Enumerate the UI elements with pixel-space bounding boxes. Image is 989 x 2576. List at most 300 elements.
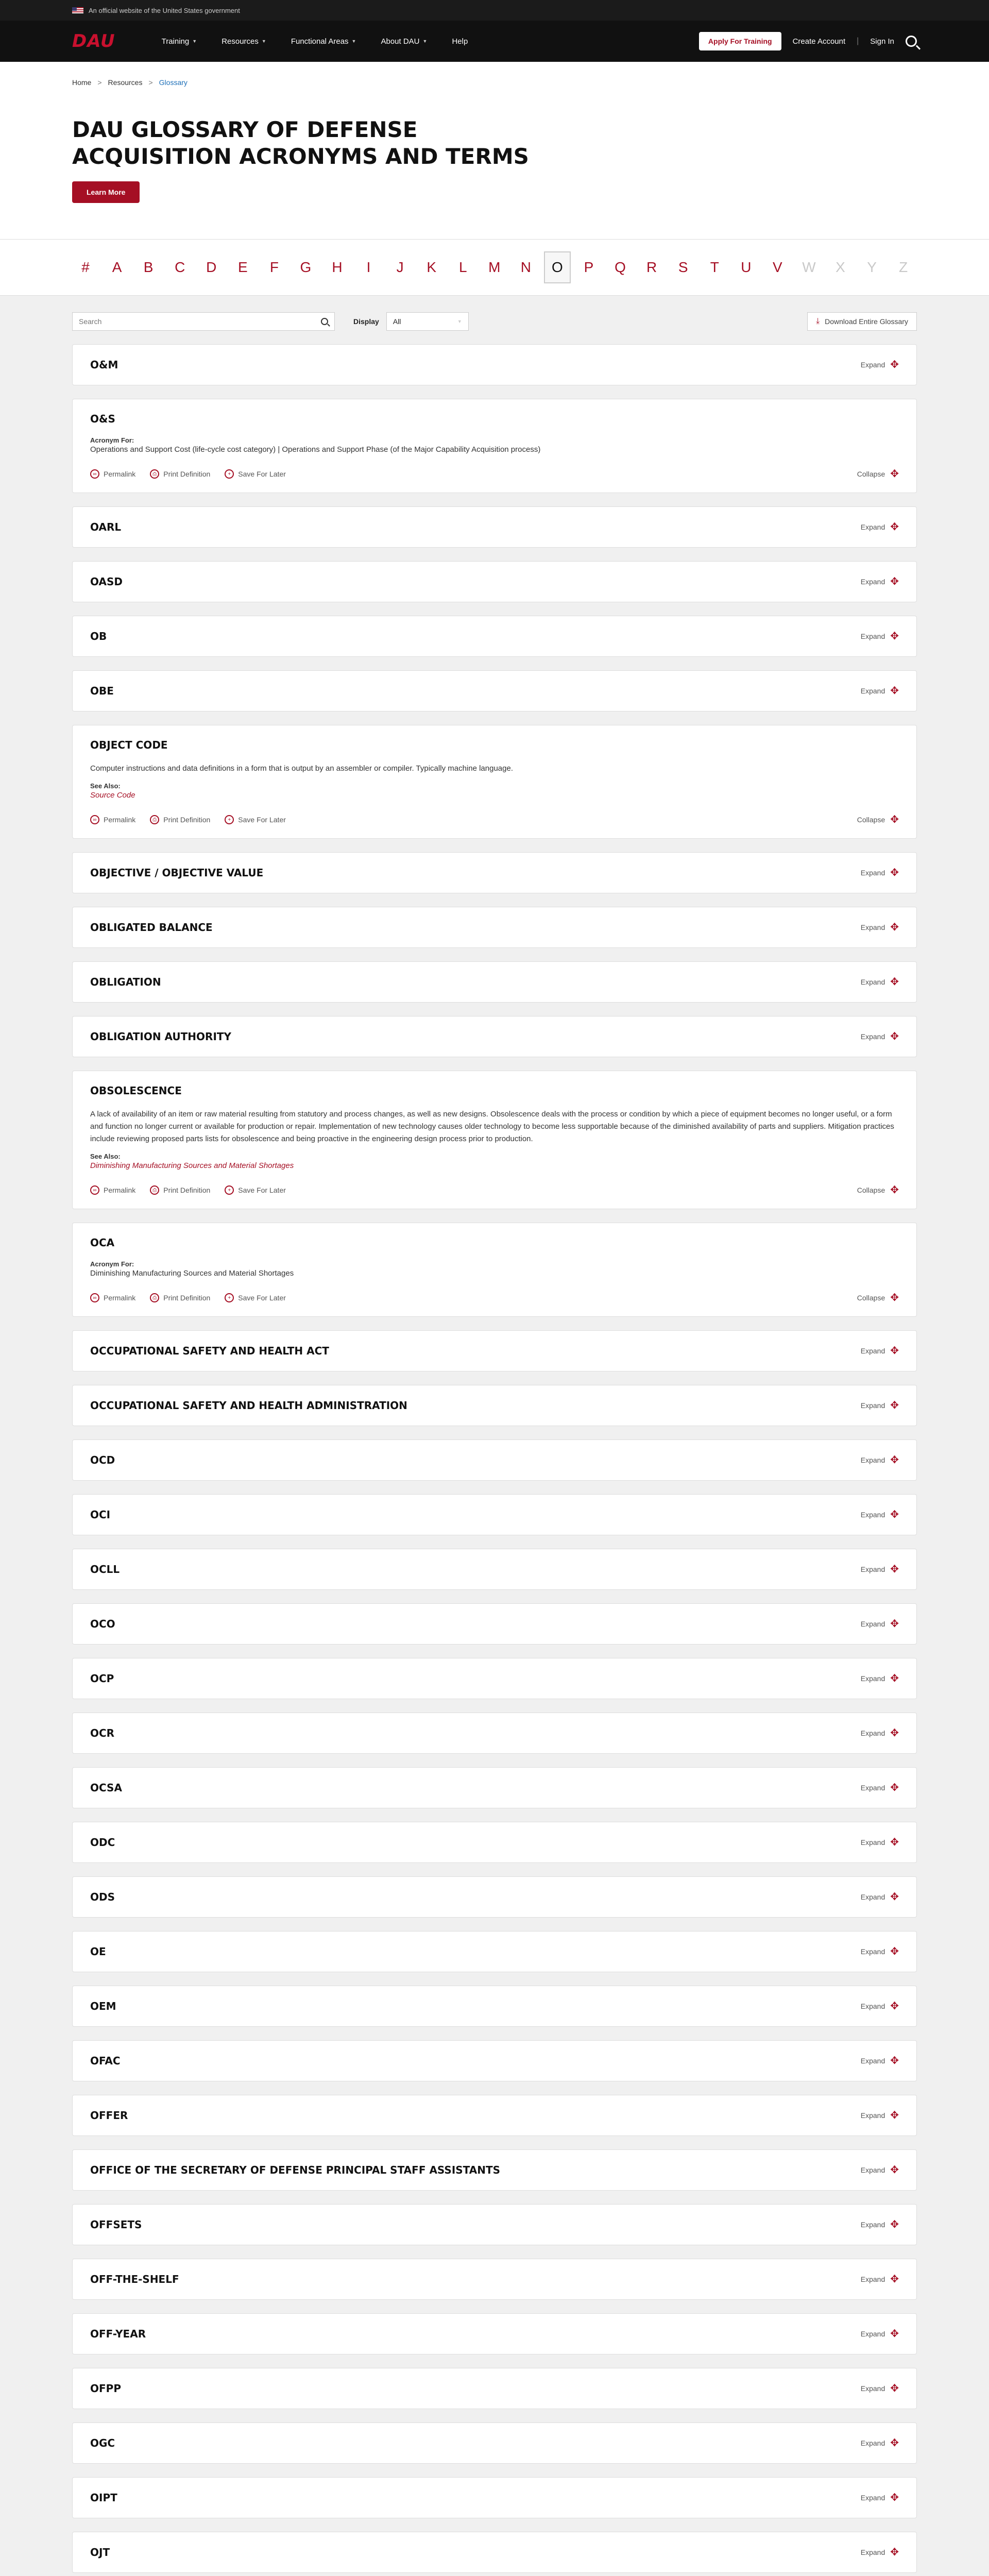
display-select[interactable] <box>386 312 469 331</box>
expand-toggle[interactable] <box>861 1837 899 1848</box>
alpha-letter-numeric[interactable]: # <box>81 259 90 275</box>
save-for-later-label: Save For Later <box>238 470 286 478</box>
entry-actions <box>90 1185 899 1195</box>
print-icon: ⎙ <box>150 1293 159 1302</box>
breadcrumb-item-resources[interactable]: Resources <box>108 78 143 87</box>
expand-icon: ✥ <box>890 2383 899 2394</box>
display-label: Display <box>353 317 379 326</box>
expand-icon: ✥ <box>890 1400 899 1411</box>
breadcrumb-item-glossary: Glossary <box>159 78 187 87</box>
nav-item-resources[interactable] <box>221 37 266 46</box>
entry-term: OJT <box>90 2546 110 2558</box>
entry-term: OARL <box>90 521 122 533</box>
permalink-label: Permalink <box>104 1186 136 1194</box>
expand-label: Expand <box>860 1674 885 1683</box>
entry-term: OCCUPATIONAL SAFETY AND HEALTH ACT <box>90 1345 329 1357</box>
entry-term: OFFICE OF THE SECRETARY OF DEFENSE PRINCIPAL STAFF ASSISTANTS <box>90 2164 501 2176</box>
expand-toggle[interactable] <box>861 577 899 587</box>
acronym-expansion: Operations and Support Cost (life-cycle cost category) | Operations and Support Phase (of the Major Capability Acquisition process) <box>90 445 541 454</box>
expand-label: Expand <box>860 632 885 640</box>
expand-label: Expand <box>860 578 885 586</box>
collapse-label: Collapse <box>857 470 885 478</box>
glossary-entry[interactable] <box>72 2422 917 2464</box>
nav-divider: | <box>857 37 859 45</box>
expand-label: Expand <box>860 2166 885 2174</box>
nav-item-about-dau[interactable] <box>381 37 427 46</box>
glossary-entry[interactable] <box>72 1603 917 1645</box>
expand-toggle[interactable] <box>861 1455 899 1465</box>
link-icon: ∞ <box>90 469 99 479</box>
acronym-for-label: Acronym For: <box>90 436 134 444</box>
nav-item-label: Resources <box>221 37 259 46</box>
apply-for-training-button[interactable]: Apply For Training <box>699 32 781 50</box>
nav-menu <box>162 37 699 46</box>
create-account-link[interactable]: Create Account <box>792 37 846 46</box>
glossary-entry[interactable] <box>72 1549 917 1590</box>
expand-icon: ✥ <box>890 2001 899 2012</box>
glossary-entry[interactable] <box>72 1330 917 1371</box>
glossary-entry[interactable] <box>72 2477 917 2518</box>
expand-icon: ✥ <box>890 2547 899 2558</box>
expand-toggle[interactable] <box>861 2438 899 2448</box>
expand-toggle[interactable] <box>861 868 899 878</box>
permalink-button[interactable] <box>90 815 135 824</box>
alpha-letter-d[interactable]: D <box>206 259 217 275</box>
acronym-for-label: Acronym For: <box>90 1260 134 1268</box>
search-icon[interactable] <box>321 318 328 325</box>
expand-icon: ✥ <box>890 521 899 533</box>
glossary-entry[interactable] <box>72 2259 917 2300</box>
gov-banner-text: An official website of the United States government <box>89 6 240 14</box>
glossary-entry[interactable] <box>72 616 917 657</box>
expand-icon: ✥ <box>890 1031 899 1042</box>
entry-term: OASD <box>90 575 123 588</box>
expand-toggle[interactable] <box>861 2165 899 2175</box>
glossary-entry[interactable] <box>72 2149 917 2191</box>
permalink-button[interactable] <box>90 1293 135 1302</box>
expand-label: Expand <box>860 1729 885 1737</box>
expand-toggle[interactable] <box>861 1400 899 1411</box>
display-value: All <box>393 317 401 326</box>
alpha-letter-r[interactable]: R <box>646 259 657 275</box>
expand-toggle[interactable] <box>861 522 899 532</box>
chevron-down-icon: ▼ <box>422 39 428 44</box>
expand-icon: ✥ <box>890 1564 899 1575</box>
expand-label: Expand <box>860 523 885 531</box>
expand-icon: ✥ <box>890 922 899 933</box>
search-icon[interactable] <box>906 36 917 47</box>
glossary-entry[interactable] <box>72 1016 917 1057</box>
entry-term: OE <box>90 1945 106 1958</box>
expand-toggle[interactable] <box>861 1892 899 1902</box>
entry-term: OCCUPATIONAL SAFETY AND HEALTH ADMINISTRATION <box>90 1399 407 1412</box>
expand-icon: ✥ <box>890 2164 899 2176</box>
glossary-entry[interactable] <box>72 561 917 602</box>
glossary-entry-expanded <box>72 1071 917 1209</box>
acronym-expansion: Diminishing Manufacturing Sources and Material Shortages <box>90 1269 294 1278</box>
breadcrumb-separator: > <box>148 78 153 87</box>
link-icon: ∞ <box>90 1293 99 1302</box>
chevron-down-icon: ▼ <box>192 39 197 44</box>
entry-term: ODS <box>90 1891 115 1903</box>
glossary-entry[interactable] <box>72 1767 917 1808</box>
glossary-entry[interactable] <box>72 1494 917 1535</box>
alpha-letter-f[interactable]: F <box>269 259 279 275</box>
expand-icon: ✥ <box>890 2437 899 2449</box>
print-definition-label: Print Definition <box>163 470 211 478</box>
entry-actions <box>90 1293 899 1303</box>
entry-definition: A lack of availability of an item or raw material resulting from statutory and process changes, as well as new designs. Obsolescence deals with the process or condition by which a piece of equipment becomes no longer useful, or a form and function no longer current or available for production or repair. Implementation of new technology causes older technology to become less supportable because of the diminished availability of parts and suppliers. Mitigation practices include reviewing proposed parts lists for obsolescence and being proactive in the engineering design process prior to production. <box>90 1110 894 1143</box>
nav-item-label: Training <box>161 37 190 46</box>
collapse-label: Collapse <box>857 816 885 824</box>
expand-icon: ✥ <box>890 2328 899 2340</box>
expand-label: Expand <box>860 1784 885 1792</box>
glossary-entry[interactable] <box>72 506 917 548</box>
see-also-link[interactable]: Source Code <box>90 791 135 800</box>
glossary-entry[interactable] <box>72 1986 917 2027</box>
expand-toggle[interactable] <box>861 1946 899 1957</box>
permalink-label: Permalink <box>104 816 136 824</box>
expand-icon: ✥ <box>890 1891 899 1903</box>
entry-term: OB <box>90 630 107 642</box>
glossary-entry[interactable] <box>72 2095 917 2136</box>
expand-label: Expand <box>860 1565 885 1573</box>
alpha-letter-c[interactable]: C <box>175 259 185 275</box>
alpha-letter-m[interactable]: M <box>488 259 501 275</box>
expand-toggle[interactable] <box>861 1346 899 1356</box>
expand-label: Expand <box>860 687 885 695</box>
expand-label: Expand <box>860 2384 885 2393</box>
alpha-letter-h[interactable]: H <box>332 259 343 275</box>
expand-label: Expand <box>860 1947 885 1956</box>
save-for-later-label: Save For Later <box>238 816 286 824</box>
print-definition-button[interactable] <box>150 1185 210 1195</box>
entry-actions <box>90 469 899 479</box>
expand-icon: ✥ <box>890 1946 899 1957</box>
nav-item-label: About DAU <box>381 37 420 46</box>
expand-toggle[interactable] <box>861 2547 899 2557</box>
entry-term: ODC <box>90 1836 115 1849</box>
dau-logo[interactable]: DAU <box>72 31 115 52</box>
expand-icon: ✥ <box>890 2492 899 2503</box>
page-title: DAU GLOSSARY OF DEFENSE ACQUISITION ACRONYMS AND TERMS <box>72 117 529 169</box>
glossary-entry[interactable] <box>72 2040 917 2081</box>
sign-in-link[interactable]: Sign In <box>870 37 894 46</box>
alpha-letter-q[interactable]: Q <box>615 259 626 275</box>
print-definition-button[interactable] <box>150 469 210 479</box>
expand-label: Expand <box>860 2330 885 2338</box>
search-input[interactable] <box>79 317 321 326</box>
alpha-letter-u[interactable]: U <box>741 259 752 275</box>
nav-item-label: Help <box>452 37 468 46</box>
chevron-down-icon: ▼ <box>457 319 462 324</box>
glossary-entry-expanded <box>72 725 917 839</box>
alpha-letter-w: W <box>802 259 816 275</box>
entry-term: OBSOLESCENCE <box>90 1084 182 1097</box>
alphabet-filter <box>0 239 989 296</box>
expand-label: Expand <box>860 1511 885 1519</box>
expand-toggle[interactable] <box>861 2274 899 2284</box>
entry-term: OFFSETS <box>90 2218 142 2231</box>
permalink-label: Permalink <box>104 470 136 478</box>
glossary-entry[interactable] <box>72 1931 917 1972</box>
glossary-entry[interactable] <box>72 670 917 711</box>
expand-label: Expand <box>860 2548 885 2556</box>
expand-icon: ✥ <box>890 631 899 642</box>
glossary-entry[interactable] <box>72 1876 917 1918</box>
alpha-letter-l[interactable]: L <box>458 259 467 275</box>
see-also-link[interactable]: Diminishing Manufacturing Sources and Material Shortages <box>90 1161 294 1170</box>
nav-item-help[interactable] <box>452 37 468 46</box>
alpha-letter-k[interactable]: K <box>427 259 437 275</box>
nav-actions <box>699 32 917 50</box>
entry-term: OEM <box>90 2000 116 2012</box>
permalink-label: Permalink <box>104 1294 136 1302</box>
expand-toggle[interactable] <box>861 1619 899 1629</box>
expand-toggle[interactable] <box>861 1673 899 1684</box>
chevron-down-icon: ▼ <box>261 39 266 44</box>
bookmark-icon: + <box>225 1293 234 1302</box>
alpha-letter-j[interactable]: J <box>396 259 404 275</box>
expand-icon: ✥ <box>890 2219 899 2230</box>
save-for-later-label: Save For Later <box>238 1294 286 1302</box>
entry-term: OBE <box>90 685 114 697</box>
entry-term: OBLIGATED BALANCE <box>90 921 213 934</box>
expand-toggle[interactable] <box>861 2056 899 2066</box>
download-icon: ⤓ <box>816 317 820 326</box>
alpha-letter-g[interactable]: G <box>300 259 312 275</box>
print-definition-button[interactable] <box>150 1293 210 1302</box>
glossary-entry-expanded <box>72 399 917 493</box>
expand-label: Expand <box>860 923 885 931</box>
expand-toggle[interactable] <box>861 1031 899 1042</box>
link-icon: ∞ <box>90 815 99 824</box>
see-also-label: See Also: <box>90 782 121 790</box>
entry-term: OBJECT CODE <box>90 739 168 751</box>
entry-term: OIPT <box>90 2492 117 2504</box>
expand-label: Expand <box>860 1401 885 1410</box>
download-glossary-button[interactable] <box>807 312 917 331</box>
collapse-label: Collapse <box>857 1294 885 1302</box>
expand-icon: ✥ <box>890 1509 899 1520</box>
expand-toggle[interactable] <box>861 1783 899 1793</box>
glossary-entry[interactable] <box>72 2368 917 2409</box>
expand-toggle[interactable] <box>861 977 899 987</box>
expand-icon: ✥ <box>890 359 899 370</box>
alpha-letter-y: Y <box>867 259 877 275</box>
collapse-toggle[interactable] <box>857 815 899 825</box>
expand-label: Expand <box>860 1620 885 1628</box>
bookmark-icon: + <box>225 1185 234 1195</box>
alpha-letter-v[interactable]: V <box>773 259 782 275</box>
expand-icon: ✥ <box>890 2110 899 2121</box>
entry-term: OFPP <box>90 2382 121 2395</box>
entry-term: OCI <box>90 1509 111 1521</box>
glossary-toolbar <box>72 312 917 331</box>
expand-label: Expand <box>860 2221 885 2229</box>
expand-icon: ✥ <box>890 867 899 878</box>
expand-label: Expand <box>860 2057 885 2065</box>
glossary-entry[interactable] <box>72 961 917 1003</box>
save-for-later-button[interactable] <box>225 469 286 479</box>
main-navbar <box>0 21 989 62</box>
glossary-entry[interactable] <box>72 2313 917 2354</box>
breadcrumb <box>72 62 917 87</box>
bookmark-icon: + <box>225 469 234 479</box>
entry-term: OFF-YEAR <box>90 2328 146 2340</box>
entry-term: O&M <box>90 359 118 371</box>
entry-term: OFFER <box>90 2109 128 2122</box>
print-icon: ⎙ <box>150 469 159 479</box>
download-label: Download Entire Glossary <box>825 317 908 326</box>
glossary-content <box>0 312 989 2576</box>
glossary-entry[interactable] <box>72 344 917 385</box>
expand-icon: ✥ <box>890 1782 899 1793</box>
save-for-later-button[interactable] <box>225 815 286 824</box>
expand-toggle[interactable] <box>861 1728 899 1738</box>
expand-toggle[interactable] <box>861 2001 899 2011</box>
glossary-entry[interactable] <box>72 907 917 948</box>
learn-more-button[interactable]: Learn More <box>72 181 140 203</box>
see-also-label: See Also: <box>90 1153 121 1160</box>
entry-term: OBLIGATION <box>90 976 161 988</box>
alpha-letter-x: X <box>835 259 845 275</box>
expand-label: Expand <box>860 1893 885 1901</box>
expand-icon: ✥ <box>890 2055 899 2066</box>
entry-actions <box>90 815 899 825</box>
expand-toggle[interactable] <box>861 686 899 696</box>
expand-toggle[interactable] <box>861 2383 899 2394</box>
expand-label: Expand <box>860 2002 885 2010</box>
expand-icon: ✥ <box>890 1727 899 1739</box>
expand-label: Expand <box>860 1456 885 1464</box>
expand-icon: ✥ <box>890 976 899 988</box>
collapse-icon: ✥ <box>890 468 899 480</box>
entry-term: OCR <box>90 1727 115 1739</box>
save-for-later-button[interactable] <box>225 1293 286 1302</box>
print-definition-label: Print Definition <box>163 816 211 824</box>
expand-label: Expand <box>860 978 885 986</box>
search-field[interactable] <box>72 312 335 331</box>
glossary-entry[interactable] <box>72 1822 917 1863</box>
entry-term: OCO <box>90 1618 115 1630</box>
entry-term: OCLL <box>90 1563 120 1575</box>
glossary-entry[interactable] <box>72 1439 917 1481</box>
permalink-button[interactable] <box>90 469 135 479</box>
print-definition-button[interactable] <box>150 815 210 824</box>
expand-toggle[interactable] <box>861 922 899 933</box>
glossary-entry-expanded <box>72 1223 917 1317</box>
alpha-letter-i[interactable]: I <box>366 259 371 275</box>
expand-icon: ✥ <box>890 2274 899 2285</box>
alpha-letter-e[interactable]: E <box>237 259 248 275</box>
alpha-letter-n[interactable]: N <box>520 259 531 275</box>
permalink-button[interactable] <box>90 1185 135 1195</box>
glossary-entry[interactable] <box>72 2204 917 2245</box>
collapse-icon: ✥ <box>890 814 899 825</box>
collapse-toggle[interactable] <box>857 469 899 479</box>
expand-icon: ✥ <box>890 1837 899 1848</box>
expand-icon: ✥ <box>890 1454 899 1466</box>
save-for-later-button[interactable] <box>225 1185 286 1195</box>
expand-toggle[interactable] <box>861 631 899 641</box>
glossary-entries <box>72 344 917 2576</box>
alpha-letter-s[interactable]: S <box>678 259 688 275</box>
entry-term: OFAC <box>90 2055 121 2067</box>
entry-term: OBLIGATION AUTHORITY <box>90 1030 232 1043</box>
expand-icon: ✥ <box>890 576 899 587</box>
entry-term: OBJECTIVE / OBJECTIVE VALUE <box>90 867 264 879</box>
expand-label: Expand <box>860 1347 885 1355</box>
hero-section <box>0 62 989 239</box>
glossary-entry[interactable] <box>72 852 917 893</box>
glossary-entry[interactable] <box>72 1385 917 1426</box>
collapse-label: Collapse <box>857 1186 885 1194</box>
breadcrumb-item-home[interactable]: Home <box>72 78 92 87</box>
entry-term: OFF-THE-SHELF <box>90 2273 179 2285</box>
print-icon: ⎙ <box>150 815 159 824</box>
expand-icon: ✥ <box>890 685 899 697</box>
glossary-entry[interactable] <box>72 1658 917 1699</box>
expand-icon: ✥ <box>890 1618 899 1630</box>
alpha-letter-o[interactable]: O <box>544 251 571 283</box>
print-definition-label: Print Definition <box>163 1294 211 1302</box>
expand-icon: ✥ <box>890 1673 899 1684</box>
expand-toggle[interactable] <box>861 1510 899 1520</box>
nav-item-label: Functional Areas <box>291 37 349 46</box>
nav-item-functional-areas[interactable] <box>291 37 356 46</box>
entry-term: OGC <box>90 2437 115 2449</box>
chevron-down-icon: ▼ <box>351 39 356 44</box>
nav-item-training[interactable] <box>162 37 197 46</box>
alpha-letter-a[interactable]: A <box>112 259 122 275</box>
expand-label: Expand <box>860 2439 885 2447</box>
expand-toggle[interactable] <box>861 2219 899 2230</box>
link-icon: ∞ <box>90 1185 99 1195</box>
alpha-letter-t[interactable]: T <box>710 259 719 275</box>
alpha-letter-b[interactable]: B <box>143 259 154 275</box>
save-for-later-label: Save For Later <box>238 1186 286 1194</box>
expand-label: Expand <box>860 2111 885 2120</box>
bookmark-icon: + <box>225 815 234 824</box>
entry-term: OCSA <box>90 1782 122 1794</box>
expand-label: Expand <box>860 869 885 877</box>
print-icon: ⎙ <box>150 1185 159 1195</box>
glossary-entry[interactable] <box>72 1713 917 1754</box>
expand-label: Expand <box>860 2275 885 2283</box>
expand-toggle[interactable] <box>861 2110 899 2121</box>
entry-term: OCD <box>90 1454 115 1466</box>
breadcrumb-separator: > <box>97 78 102 87</box>
glossary-entry[interactable] <box>72 2532 917 2573</box>
expand-toggle[interactable] <box>861 360 899 370</box>
alpha-letter-p[interactable]: P <box>584 259 594 275</box>
print-definition-label: Print Definition <box>163 1186 211 1194</box>
us-flag-icon <box>72 7 83 13</box>
expand-toggle[interactable] <box>861 2329 899 2339</box>
collapse-toggle[interactable] <box>857 1293 899 1303</box>
expand-label: Expand <box>860 361 885 369</box>
expand-toggle[interactable] <box>861 1564 899 1574</box>
collapse-toggle[interactable] <box>857 1185 899 1195</box>
entry-term: OCP <box>90 1672 114 1685</box>
expand-label: Expand <box>860 1838 885 1846</box>
expand-toggle[interactable] <box>861 2493 899 2503</box>
expand-label: Expand <box>860 2494 885 2502</box>
entry-term: OCA <box>90 1236 115 1249</box>
gov-banner <box>0 0 989 21</box>
alpha-letter-z: Z <box>899 259 908 275</box>
